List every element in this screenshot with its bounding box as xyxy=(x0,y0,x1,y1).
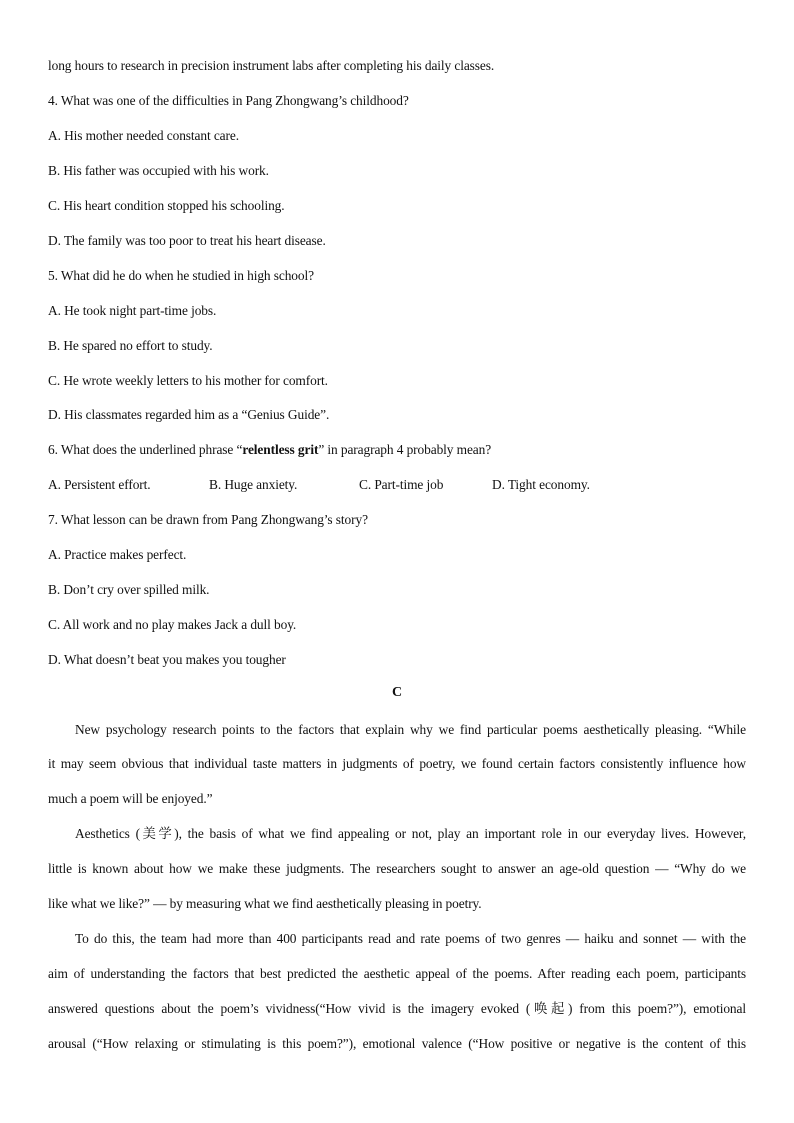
section-heading: C xyxy=(391,685,403,700)
question-7-stem: 7. What lesson can be drawn from Pang Zhongwang’s story? xyxy=(48,512,368,527)
question-7-option-d: D. What doesn’t beat you makes you tougher xyxy=(48,652,286,667)
question-5-option-a: A. He took night part-time jobs. xyxy=(48,303,217,318)
passage-p2-line-3: like what we like?” — by measuring what we find aesthetically pleasing in poetry. xyxy=(48,896,482,911)
passage-p1-line-2: it may seem obvious that individual taste matters in judgments of poetry, we found certain factors consistently influence how xyxy=(48,756,746,771)
passage-p2-line-2: little is known about how we make these judgments. The researchers sought to answer an age-old question — “Why do we xyxy=(48,861,746,876)
question-5-option-c: C. He wrote weekly letters to his mother for comfort. xyxy=(48,373,328,388)
question-4-option-a: A. His mother needed constant care. xyxy=(48,128,239,143)
question-5-option-d: D. His classmates regarded him as a “Genius Guide”. xyxy=(48,407,330,422)
passage-p1-line-1: New psychology research points to the factors that explain why we find particular poems aesthetically pleasing. “While xyxy=(75,722,746,737)
passage-p3-line-1: To do this, the team had more than 400 participants read and rate poems of two genres — haiku and sonnet — with the xyxy=(75,931,746,946)
question-6-option-d: D. Tight economy. xyxy=(492,477,590,492)
passage-p3-line-3: answered questions about the poem’s vividness(“How vivid is the imagery evoked (唤起) from this poem?”), emotional xyxy=(48,1001,746,1016)
question-6-bold-phrase: relentless grit xyxy=(242,442,319,457)
passage-p2-line-1: Aesthetics (美学), the basis of what we find appealing or not, play an important role in our everyday lives. However, xyxy=(75,826,746,841)
question-4-option-c: C. His heart condition stopped his schooling. xyxy=(48,198,285,213)
question-7-option-b: B. Don’t cry over spilled milk. xyxy=(48,582,210,597)
question-6-options-row xyxy=(48,476,746,494)
question-6-option-c: C. Part-time job xyxy=(359,477,444,492)
passage-p3-line-2: aim of understanding the factors that best predicted the aesthetic appeal of the poems. After reading each poem, participants xyxy=(48,966,746,981)
question-5-stem: 5. What did he do when he studied in high school? xyxy=(48,268,314,283)
question-4-option-b: B. His father was occupied with his work. xyxy=(48,163,269,178)
question-4-stem: 4. What was one of the difficulties in Pang Zhongwang’s childhood? xyxy=(48,93,409,108)
passage-p3-line-4: arousal (“How relaxing or stimulating is this poem?”), emotional valence (“How positive or negative is the content of this xyxy=(48,1036,746,1051)
question-7-option-c: C. All work and no play makes Jack a dull boy. xyxy=(48,617,297,632)
question-6-option-a: A. Persistent effort. xyxy=(48,477,151,492)
question-6-option-b: B. Huge anxiety. xyxy=(209,477,298,492)
intro-tail-line: long hours to research in precision instrument labs after completing his daily classes. xyxy=(48,58,495,73)
passage-p1-line-3: much a poem will be enjoyed.” xyxy=(48,791,213,806)
question-5-option-b: B. He spared no effort to study. xyxy=(48,338,213,353)
question-6-stem xyxy=(48,441,491,459)
question-6-stem-after: ” in paragraph 4 probably mean? xyxy=(318,442,492,457)
question-4-option-d: D. The family was too poor to treat his heart disease. xyxy=(48,233,326,248)
question-7-option-a: A. Practice makes perfect. xyxy=(48,547,187,562)
question-6-stem-before: 6. What does the underlined phrase “ xyxy=(48,442,243,457)
